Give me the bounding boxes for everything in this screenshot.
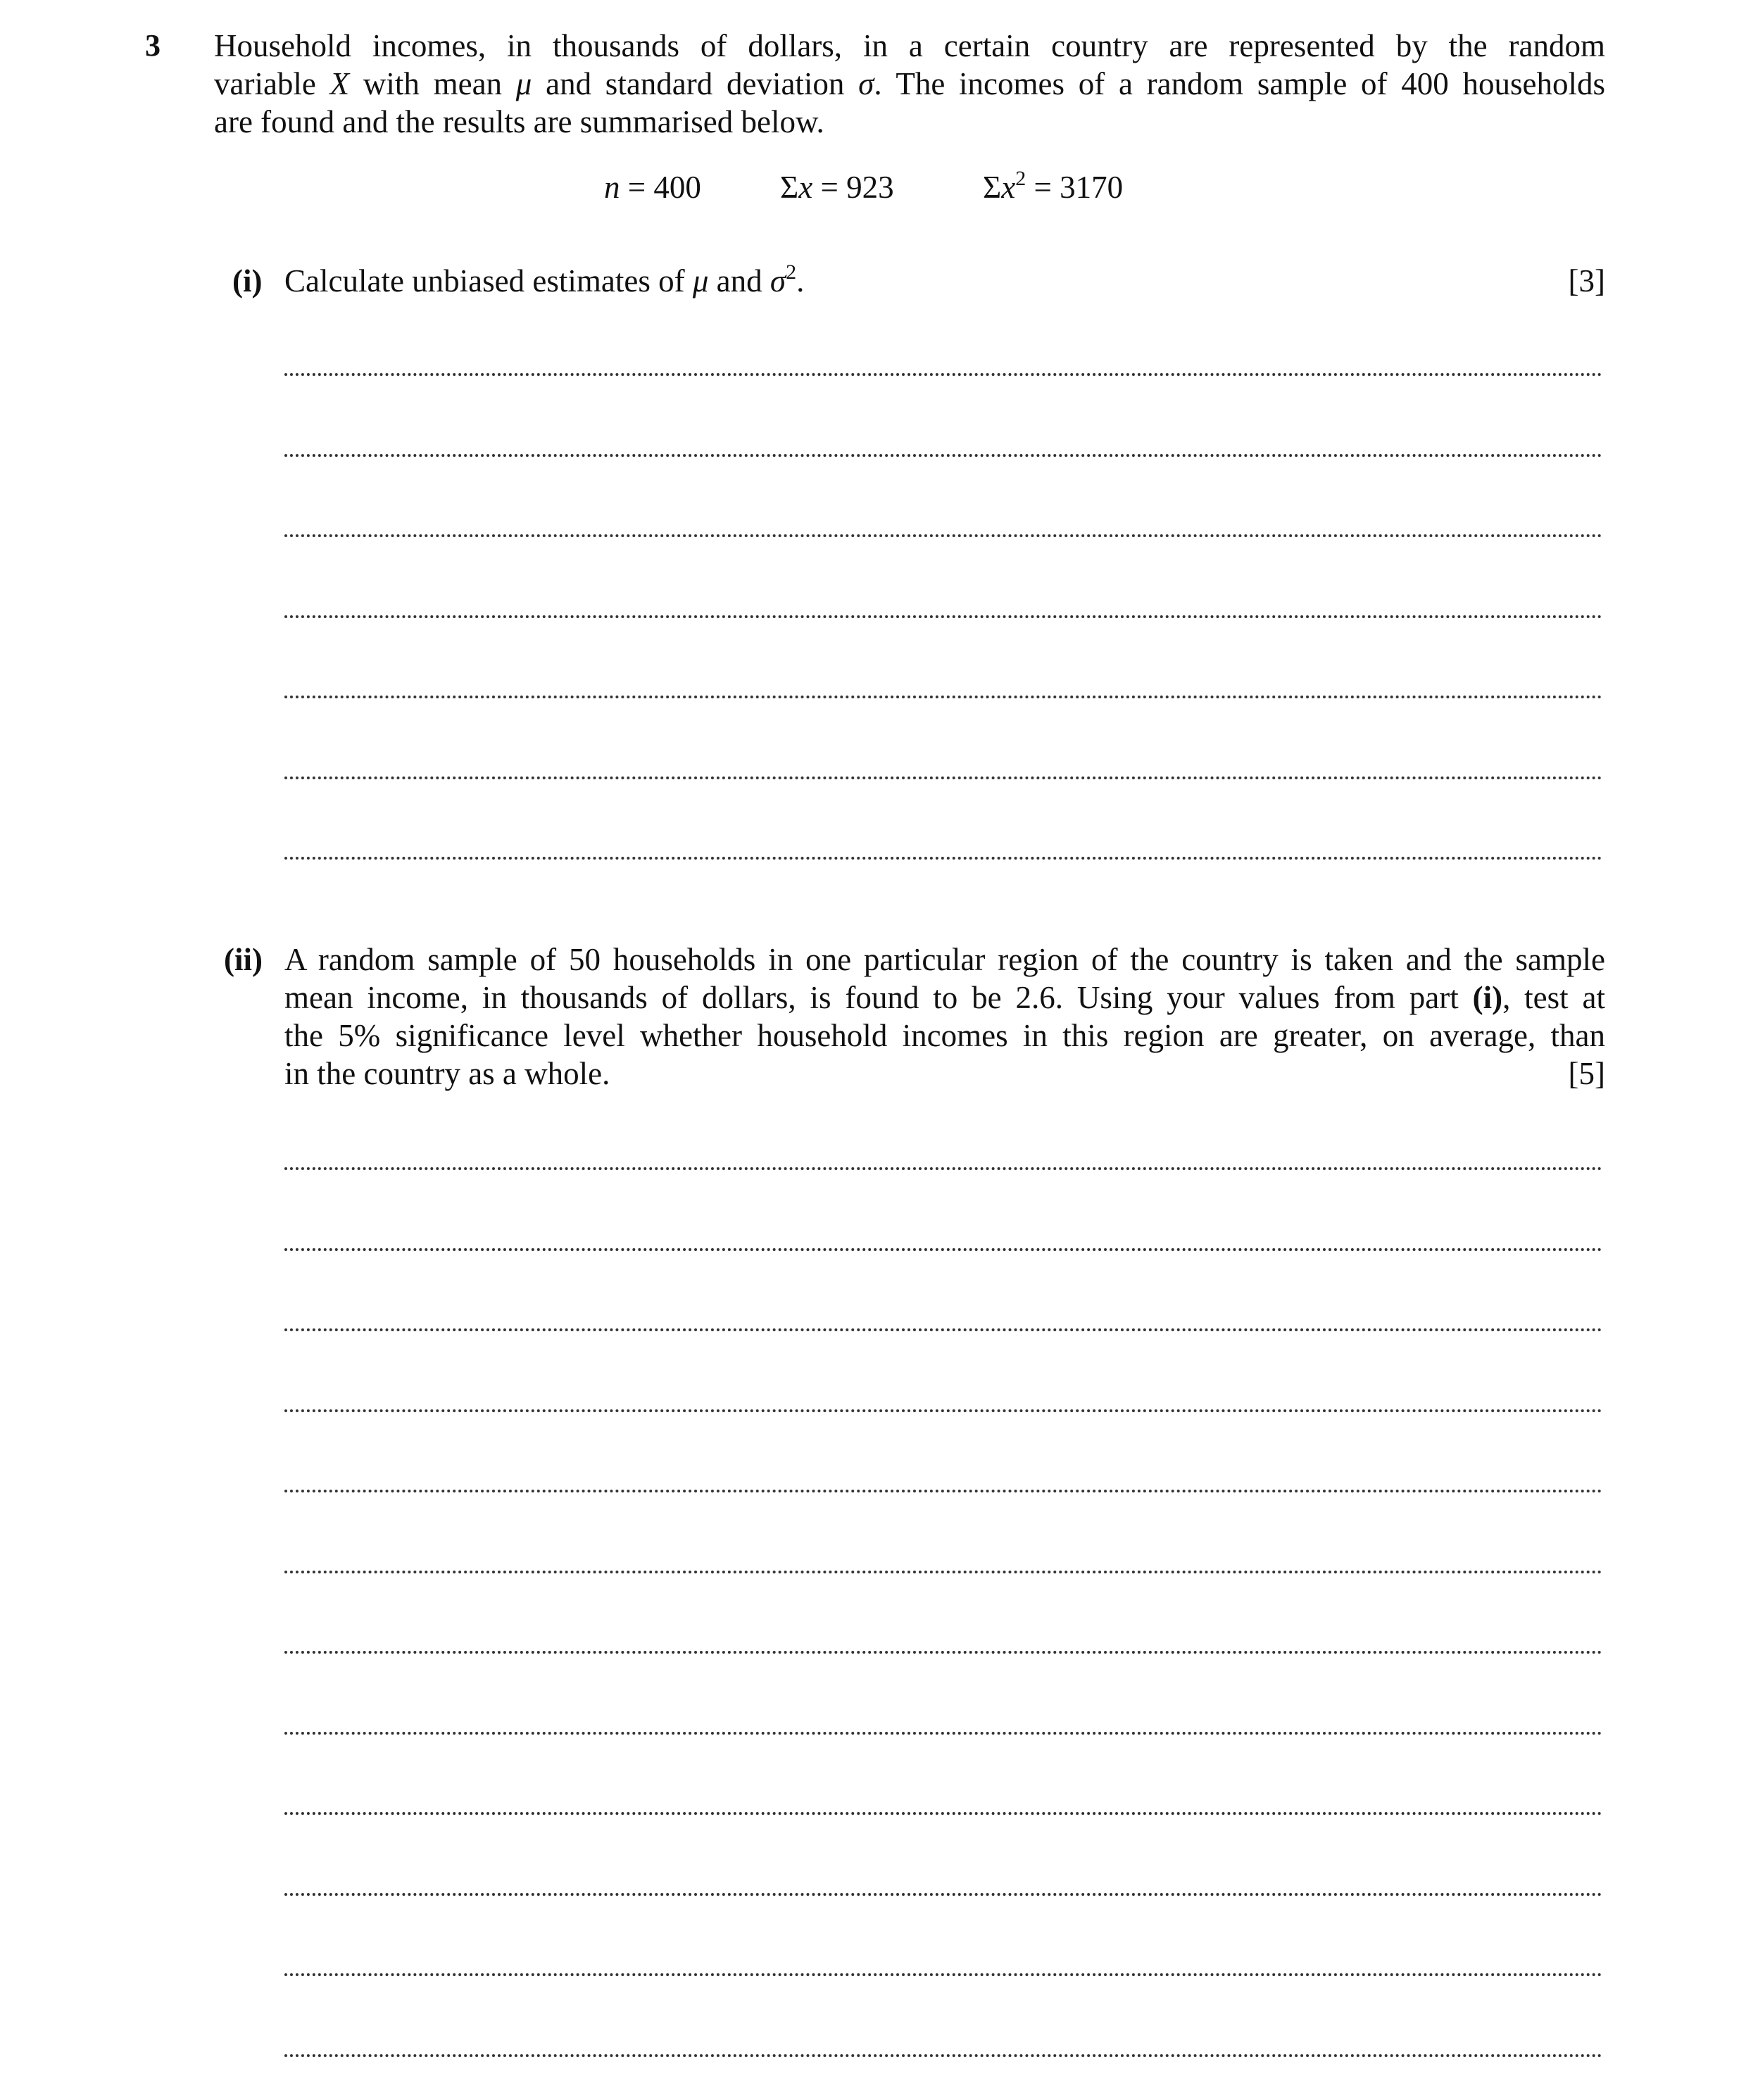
question-stem — [214, 27, 1605, 141]
part-ii-line: the 5% significance level whether household incomes in this region are greater, on average, than — [284, 1018, 1605, 1053]
answer-line[interactable] — [284, 1973, 1602, 1976]
answer-line[interactable] — [284, 534, 1602, 537]
answer-line[interactable] — [284, 1248, 1602, 1251]
answer-line[interactable] — [284, 1893, 1602, 1896]
summary-statistics — [0, 168, 1746, 207]
answer-line[interactable] — [284, 373, 1602, 376]
stem-line: variable X with mean μ and standard deviation σ. The incomes of a random sample of 400 households — [214, 66, 1605, 101]
answer-line[interactable] — [284, 777, 1602, 779]
answer-line[interactable] — [284, 1328, 1602, 1331]
stem-line: Household incomes, in thousands of dollars, in a certain country are represented by the random — [214, 28, 1605, 63]
part-ii-line: A random sample of 50 households in one particular region of the country is taken and the sample — [284, 942, 1605, 977]
part-ii-line: mean income, in thousands of dollars, is found to be 2.6. Using your values from part (i), test at — [284, 980, 1606, 1015]
summary-sum-x-squared: $\Sigma x^2 = 3170$ — [983, 167, 1124, 205]
answer-line[interactable] — [284, 1490, 1602, 1492]
part-ii-label: (ii) — [224, 942, 263, 977]
part-i-label: (i) — [232, 263, 263, 298]
answer-line[interactable] — [284, 857, 1602, 860]
summary-n: n = 400 — [604, 170, 701, 205]
answer-line[interactable] — [284, 1571, 1602, 1573]
answer-line[interactable] — [284, 696, 1602, 698]
part-i-text: Calculate unbiased estimates of μ and $\sigma^2$. — [284, 260, 805, 298]
part-i-marks: [3] — [1568, 263, 1605, 298]
answer-line[interactable] — [284, 2054, 1602, 2057]
answer-line[interactable] — [284, 1167, 1602, 1170]
part-ii-marks: [5] — [1568, 1056, 1605, 1091]
question-number: 3 — [145, 28, 161, 63]
answer-line[interactable] — [284, 1812, 1602, 1815]
answer-line[interactable] — [284, 1409, 1602, 1412]
part-ii-line: in the country as a whole. — [284, 1056, 610, 1091]
answer-line[interactable] — [284, 1651, 1602, 1654]
stem-line: are found and the results are summarised below. — [214, 104, 824, 139]
part-ii-text — [284, 941, 1605, 1093]
answer-line[interactable] — [284, 1732, 1602, 1735]
summary-sum-x: Σx = 923 — [780, 170, 894, 205]
answer-line[interactable] — [284, 454, 1602, 457]
answer-line[interactable] — [284, 615, 1602, 618]
